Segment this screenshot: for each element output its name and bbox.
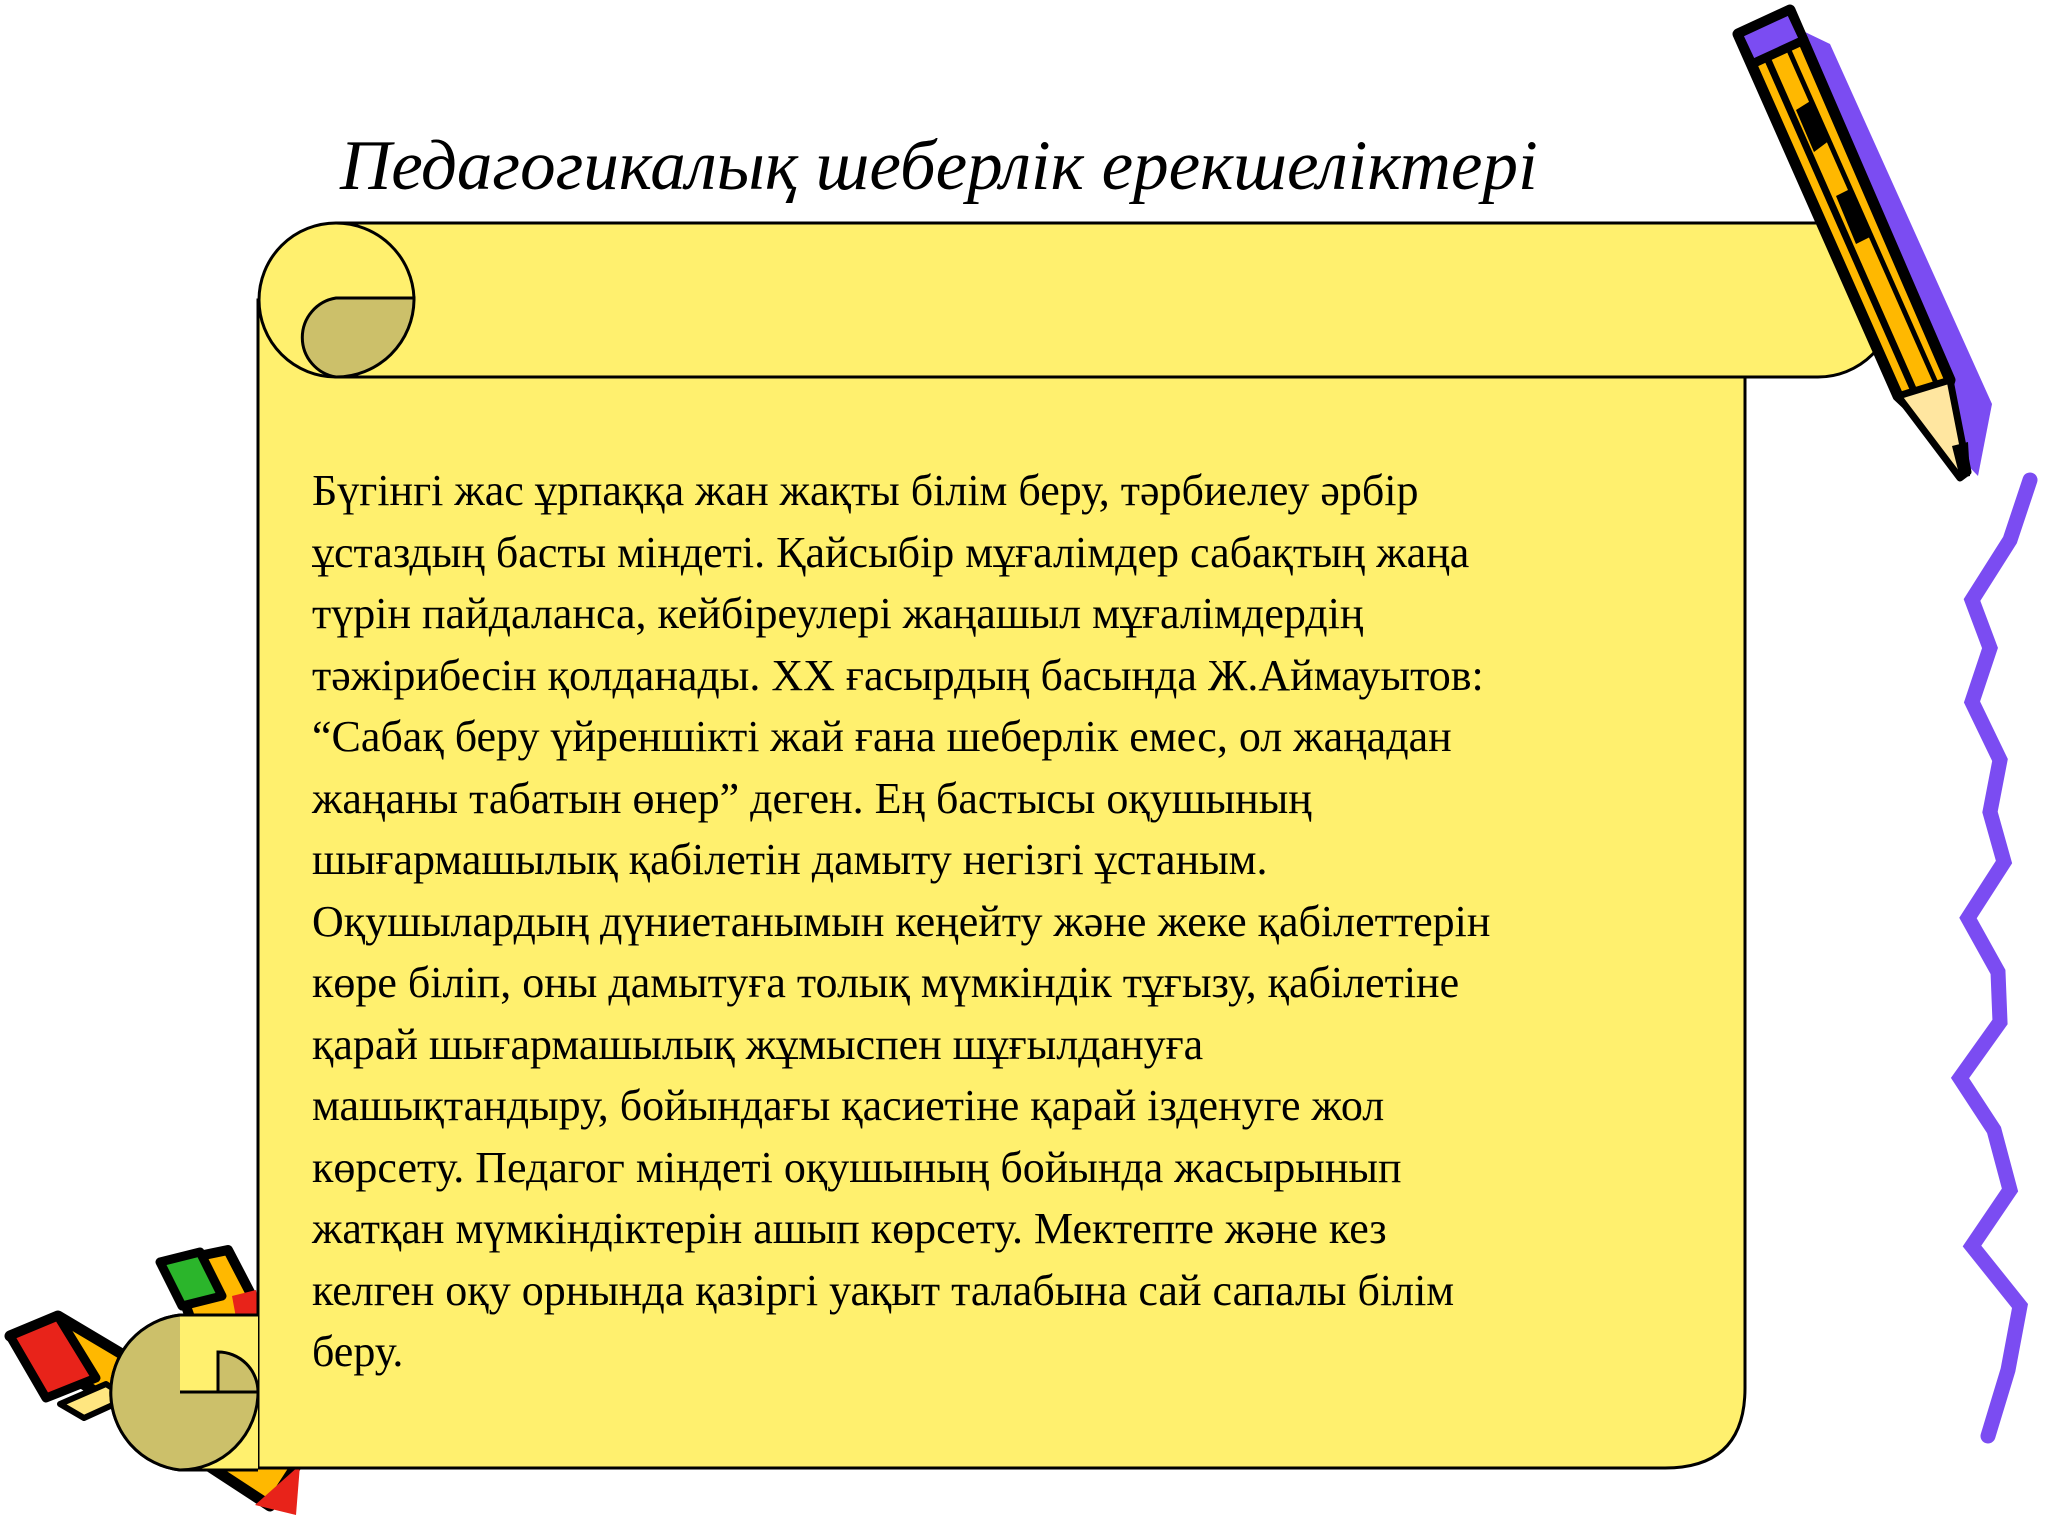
text-line: қарай шығармашылық жұмыспен шұғылдануға	[312, 1019, 1204, 1069]
text-line: ұстаздың басты міндеті. Қайсыбір мұғалімдер сабақтың жаңа	[312, 527, 1470, 577]
text-line: келген оқу орнында қазіргі уақыт талабына сай сапалы білім	[312, 1265, 1455, 1315]
slide-title: Педагогикалық шеберлік ерекшеліктері	[340, 127, 1538, 205]
text-line: шығармашылық қабілетін дамыту негізгі ұстаным.	[312, 835, 1268, 884]
text-line: жаңаны табатын өнер” деген. Ең бастысы оқушының	[312, 773, 1312, 823]
text-line: “Сабақ беру үйреншікті жай ғана шеберлік емес, ол жаңадан	[312, 712, 1452, 761]
text-line: жатқан мүмкіндіктерін ашып көрсету. Мектепте және кез	[312, 1204, 1387, 1253]
text-line: көрсету. Педагог міндеті оқушының бойында жасырынып	[312, 1142, 1402, 1192]
text-line: беру.	[312, 1327, 404, 1376]
text-line: түрін пайдаланса, кейбіреулері жаңашыл мұғалімдердің	[312, 589, 1364, 638]
squiggle-line	[1960, 480, 2030, 1436]
text-line: Оқушылардың дүниетанымын кеңейту және жеке қабілеттерін	[312, 896, 1491, 946]
text-line: тәжірибесін қолданады. XX ғасырдың басында Ж.Аймауытов:	[312, 650, 1484, 700]
text-line: көре біліп, оны дамытуға толық мүмкіндік тұғызу, қабілетіне	[312, 958, 1460, 1007]
scroll-text	[312, 460, 1732, 1383]
text-line: машықтандыру, бойындағы қасиетіне қарай ізденуге жол	[312, 1081, 1385, 1130]
text-line: Бүгінгі жас ұрпаққа жан жақты білім беру, тәрбиелеу әрбір	[312, 466, 1419, 515]
